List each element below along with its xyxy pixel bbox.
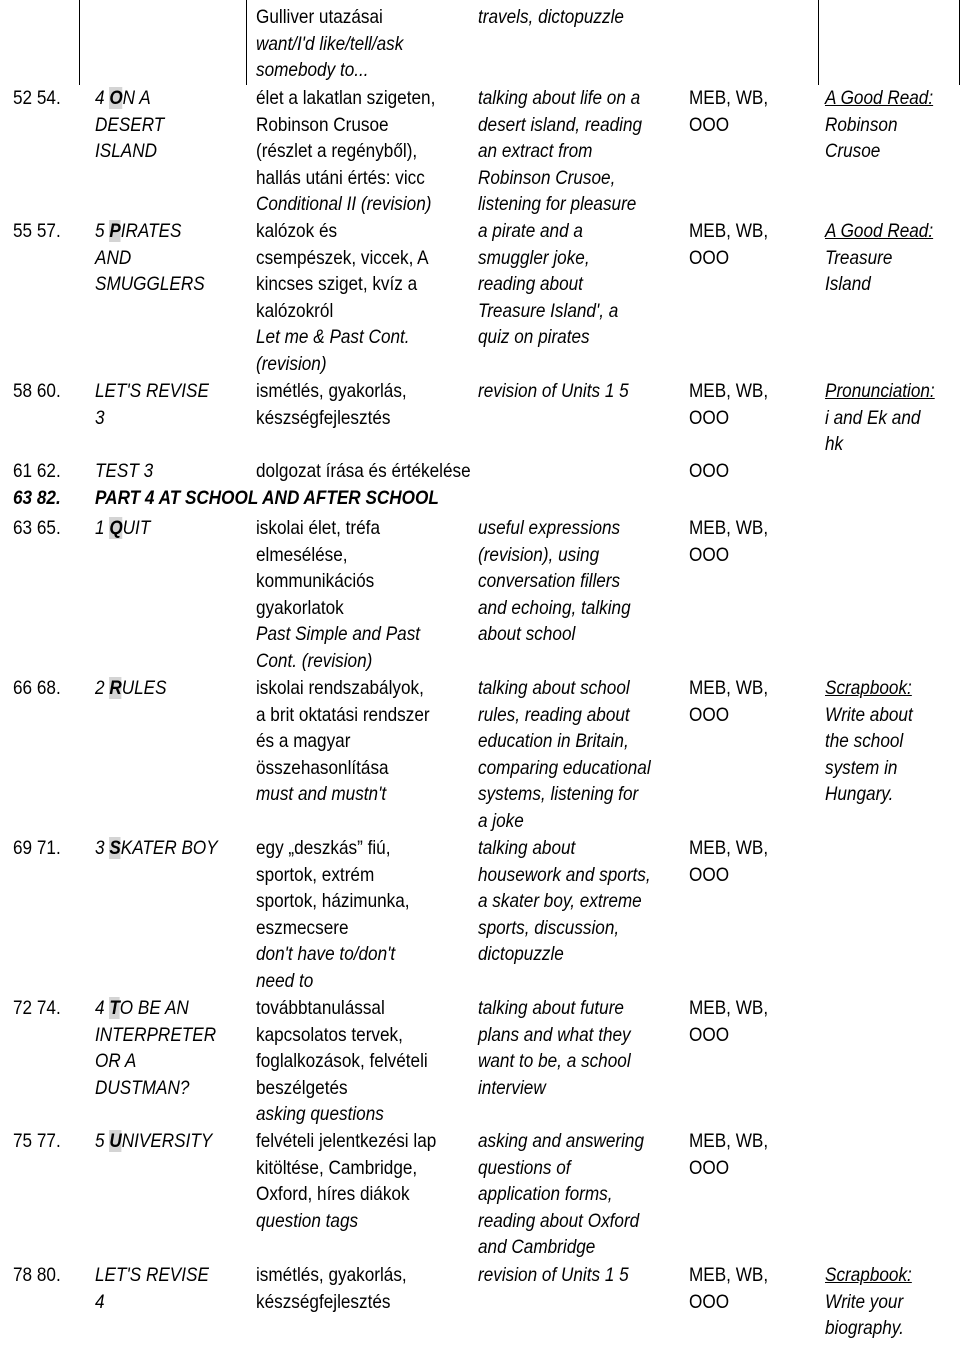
unit-title-text: 2 [95,677,110,699]
lesson-range: 72 74. [13,997,61,1019]
topic-text-line: összehasonlítása [256,756,389,779]
topic-text-line: ismétlés, gyakorlás, [256,380,407,402]
lesson-range: 61 62. [13,460,61,482]
unit-title-text: 4 [95,997,110,1019]
unit-title-line: 4 [95,1290,105,1313]
skills-text-line: Treasure Island', a [478,299,619,322]
skills-text-line: travels, dictopuzzle [478,6,624,28]
table-border-left [246,0,247,85]
lesson-range: 63 82. [13,487,61,509]
materials-text-line: OOO [689,703,730,726]
unit-title-text: NIVERSITY [121,1130,213,1152]
topic-text-line: és a magyar [256,730,351,753]
skills-text-line: and echoing, talking [478,596,631,619]
materials-text-line: OOO [689,246,730,269]
materials-text-line: MEB, WB, [689,1130,769,1152]
topic-text-line: hallás utáni értés: vicc [256,166,425,189]
skills-text-line: useful expressions [478,517,621,539]
topic-text-line: asking questions [256,1103,384,1126]
extra-text-line: Scrapbook: [825,677,912,699]
skills-text-line: dictopuzzle [478,943,564,966]
topic-text-line: must and mustn't [256,783,387,806]
materials-text-line: OOO [689,1023,730,1046]
unit-title-line: SMUGGLERS [95,273,205,296]
skills-text-line: about school [478,623,576,646]
topic-text-line: felvételi jelentkezési lap [256,1130,437,1152]
unit-title-line: PART 4 AT SCHOOL AND AFTER SCHOOL [95,487,439,509]
topic-text-line: Robinson Crusoe [256,113,389,136]
extra-text-line: i and Ek and [825,406,921,429]
unit-title-line [95,85,151,112]
topic-text-line: kincses sziget, kvíz a [256,273,418,296]
extra-text-line: Island [825,273,871,296]
unit-title-text: 1 [95,517,110,539]
unit-initial-highlight: P [109,220,121,242]
topic-text-line: dolgozat írása és értékelése [256,460,471,482]
unit-title-line: DESERT [95,113,165,136]
materials-text-line: OOO [689,543,730,566]
topic-text-line: don't have to/don't [256,943,396,966]
topic-text-line: (revision) [256,353,327,375]
skills-text-line: and Cambridge [478,1236,596,1259]
materials-text-line: MEB, WB, [689,220,769,242]
extra-text-line: Hungary. [825,783,894,806]
unit-title-line: ISLAND [95,140,157,163]
skills-text-line: reading about [478,273,583,296]
materials-text-line: MEB, WB, [689,997,769,1019]
materials-text-line: MEB, WB, [689,837,769,859]
topic-text-line: want/I'd like/tell/ask [256,32,404,55]
topic-text-line: foglalkozások, felvételi [256,1050,428,1073]
skills-text-line: a skater boy, extreme [478,890,642,913]
skills-text-line: revision of Units 1 5 [478,380,629,402]
skills-text-line: application forms, [478,1183,613,1206]
skills-text-line: comparing educational [478,756,651,779]
materials-text-line: OOO [689,1156,730,1179]
topic-text-line: kitöltése, Cambridge, [256,1156,418,1179]
lesson-range: 55 57. [13,220,61,242]
unit-title-text: 4 [95,87,110,109]
extra-text-line: hk [825,433,844,456]
topic-text-line: Oxford, híres diákok [256,1183,410,1206]
unit-title-line: DUSTMAN? [95,1076,190,1099]
skills-text-line: questions of [478,1156,571,1179]
topic-text-line: Cont. (revision) [256,650,373,672]
lesson-range: 66 68. [13,677,61,699]
materials-text-line: MEB, WB, [689,677,769,699]
skills-text-line: housework and sports, [478,863,651,886]
unit-initial-highlight: S [109,837,121,859]
skills-text-line: reading about Oxford [478,1209,640,1232]
unit-title-line [95,218,181,245]
materials-text-line: OOO [689,460,730,482]
topic-text-line: egy „deszkás” fiú, [256,837,391,859]
unit-title-line: TEST 3 [95,460,154,482]
topic-text-line: csempészek, viccek, A [256,246,429,269]
materials-text-line: MEB, WB, [689,1264,769,1286]
extra-text-line: Write your [825,1290,904,1313]
topic-text-line: kommunikációs [256,570,375,593]
topic-text-line: iskolai élet, tréfa [256,517,380,539]
skills-text-line: asking and answering [478,1130,644,1152]
skills-text-line: quiz on pirates [478,326,590,349]
skills-text-line: a pirate and a [478,220,583,242]
skills-text-line: want to be, a school [478,1050,631,1073]
skills-text-line: listening for pleasure [478,193,637,216]
unit-initial-highlight: Q [109,517,123,539]
unit-title-line: OR A [95,1050,137,1073]
unit-title-text: 5 [95,1130,110,1152]
topic-text-line: somebody to... [256,59,369,82]
skills-text-line: talking about life on a [478,87,641,109]
topic-text-line: beszélgetés [256,1076,348,1099]
unit-title-text: IRATES [120,220,182,242]
extra-text-line: Treasure [825,246,893,269]
unit-title-line [95,515,150,542]
unit-title-line [95,1128,212,1155]
skills-text-line: talking about school [478,677,630,699]
topic-text-line: iskolai rendszabályok, [256,677,424,699]
topic-text-line: gyakorlatok [256,596,344,619]
topic-text-line: készségfejlesztés [256,1290,391,1313]
skills-text-line: interview [478,1076,546,1099]
skills-text-line: plans and what they [478,1023,631,1046]
topic-text-line: need to [256,970,314,992]
skills-text-line: Robinson Crusoe, [478,166,616,189]
skills-text-line: an extract from [478,140,593,163]
topic-text-line: élet a lakatlan szigeten, [256,87,436,109]
lesson-range: 63 65. [13,517,61,539]
unit-title-text: ULES [121,677,167,699]
topic-text-line: készségfejlesztés [256,406,391,429]
lesson-range: 78 80. [13,1264,61,1286]
topic-text-line: kapcsolatos tervek, [256,1023,403,1046]
skills-text-line: (revision), using [478,543,600,566]
unit-title-line: LET'S REVISE [95,380,209,402]
materials-text-line: MEB, WB, [689,517,769,539]
unit-title-text: 3 [95,837,110,859]
lesson-range: 58 60. [13,380,61,402]
unit-title-line [95,675,167,702]
extra-text-line: Robinson [825,113,898,136]
unit-title-text: UIT [122,517,151,539]
skills-text-line: conversation fillers [478,570,621,593]
unit-title-line: 3 [95,406,105,429]
unit-initial-highlight: R [109,677,122,699]
extra-text-line: A Good Read: [825,220,934,242]
unit-title-text: KATER BOY [120,837,218,859]
topic-text-line: sportok, extrém [256,863,375,886]
topic-text-line: kalózok és [256,220,338,242]
topic-text-line: Past Simple and Past [256,623,421,646]
unit-initial-highlight: T [109,997,120,1019]
topic-text-line: kalózokról [256,299,334,322]
materials-text-line: OOO [689,113,730,136]
skills-text-line: education in Britain, [478,730,629,753]
unit-title-text: N A [122,87,151,109]
lesson-range: 52 54. [13,87,61,109]
topic-text-line: ismétlés, gyakorlás, [256,1264,407,1286]
lesson-range: 69 71. [13,837,61,859]
skills-text-line: rules, reading about [478,703,630,726]
skills-text-line: systems, listening for [478,783,639,806]
skills-text-line: sports, discussion, [478,916,620,939]
table-border-right [818,0,819,85]
topic-text-line: (részlet a regényből), [256,140,418,163]
extra-text-line: A Good Read: [825,87,934,109]
unit-title-line [95,835,218,862]
topic-text-line: elmesélése, [256,543,348,566]
unit-initial-highlight: U [109,1130,122,1152]
skills-text-line: a joke [478,810,524,832]
extra-text-line: Crusoe [825,140,881,163]
materials-text-line: OOO [689,1290,730,1313]
skills-text-line: smuggler joke, [478,246,590,269]
unit-title-text: 5 [95,220,110,242]
unit-title-line [95,995,189,1022]
unit-initial-highlight: O [109,87,123,109]
unit-title-line: AND [95,246,132,269]
materials-text-line: OOO [689,863,730,886]
unit-title-text: O BE AN [119,997,189,1019]
topic-text-line: question tags [256,1209,359,1232]
extra-text-line: Pronunciation: [825,380,935,402]
extra-text-line: the school [825,730,904,753]
unit-title-line: LET'S REVISE [95,1264,209,1286]
topic-text-line: a brit oktatási rendszer [256,703,430,726]
topic-text-line: továbbtanulással [256,997,385,1019]
skills-text-line: talking about [478,837,576,859]
topic-text-line: Gulliver utazásai [256,6,383,28]
topic-text-line: Conditional II (revision) [256,193,432,216]
unit-title-line: INTERPRETER [95,1023,217,1046]
extra-text-line: Scrapbook: [825,1264,912,1286]
materials-text-line: OOO [689,406,730,429]
extra-text-line: Write about [825,703,913,726]
skills-text-line: revision of Units 1 5 [478,1264,629,1286]
skills-text-line: desert island, reading [478,113,643,136]
table-border-left [79,0,80,85]
skills-text-line: talking about future [478,997,624,1019]
topic-text-line: Let me & Past Cont. [256,326,410,349]
extra-text-line: system in [825,756,898,779]
lesson-range: 75 77. [13,1130,61,1152]
topic-text-line: eszmecsere [256,916,349,939]
materials-text-line: MEB, WB, [689,380,769,402]
topic-text-line: sportok, házimunka, [256,890,410,913]
extra-text-line: biography. [825,1317,904,1340]
materials-text-line: MEB, WB, [689,87,769,109]
